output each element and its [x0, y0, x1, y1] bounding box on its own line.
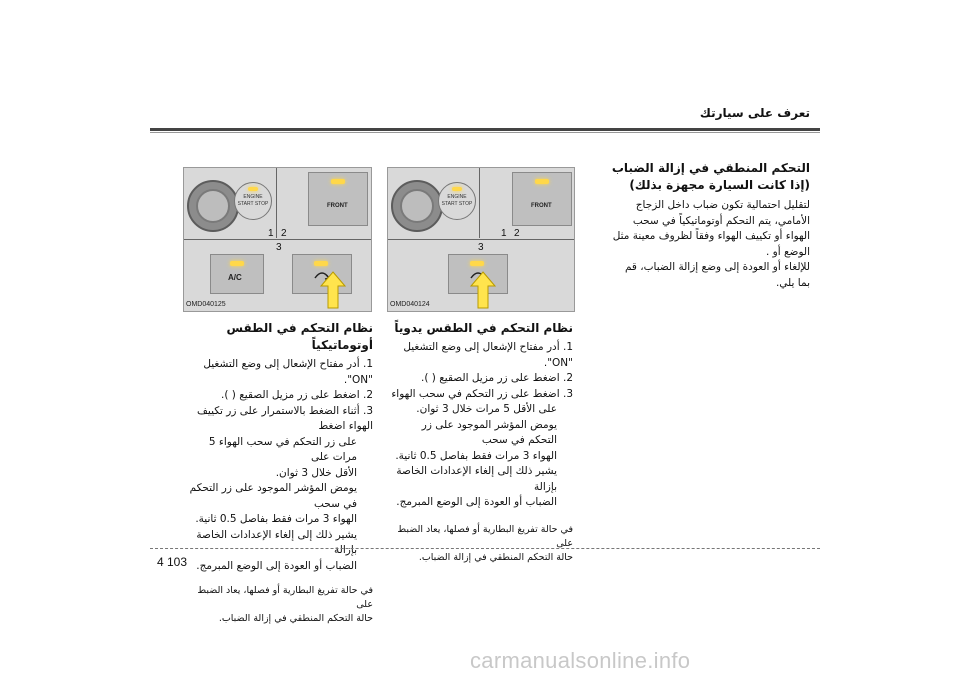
step-continuation: الهواء 3 مرات فقط بفاصل 0.5 ثانية.: [395, 449, 557, 462]
header-rule: [150, 128, 820, 131]
paragraph-line: الهواء أو تكييف الهواء وفقاً لظروف معينة مثل: [612, 230, 810, 242]
page-number: 4 103: [157, 555, 188, 569]
right-column: [550, 160, 810, 291]
front-label: FRONT: [327, 203, 348, 209]
step-continuation: يومض المؤشر الموجود على زر التحكم في سحب: [189, 482, 357, 510]
divider: [276, 168, 277, 238]
front-defrost-panel: [512, 172, 572, 226]
footer-rule: [150, 548, 820, 550]
front-defrost-panel: [308, 172, 368, 226]
step-continuation: الضباب أو العودة إلى الوضع المبرمج.: [196, 559, 357, 572]
paragraph-line: للإلغاء أو العودة إلى وضع إزالة الضباب، قم: [624, 261, 810, 273]
note-line: في حالة تفريغ البطارية أو فصلها، يعاد الضبط على: [397, 523, 573, 549]
step-continuation: الهواء 3 مرات فقط بفاصل 0.5 ثانية.: [195, 513, 357, 525]
front-label: FRONT: [531, 203, 552, 209]
figure-manual-control: [387, 167, 575, 312]
press-arrow-icon: [470, 271, 496, 309]
callout-2: 2: [514, 228, 520, 239]
press-arrow-icon: [320, 271, 346, 309]
divider: [479, 168, 480, 238]
section-title: نظام التحكم في الطقس أوتوماتيكياً: [226, 321, 373, 352]
ac-label: A/C: [228, 273, 242, 282]
step-item: 2. اضغط على زر مزيل الصقيع ( ).: [220, 389, 373, 401]
defrost-indicator-icon: [331, 179, 345, 184]
engine-start-label: ENGINE START STOP: [441, 194, 473, 207]
callout-3: 3: [276, 242, 282, 253]
step-continuation: يومض المؤشر الموجود على زر التحكم في سحب: [421, 418, 557, 446]
step-continuation: يشير ذلك إلى إلغاء الإعدادات الخاصة بإزالة: [196, 528, 357, 556]
step-continuation: على زر التحكم في سحب الهواء 5 مرات على: [208, 435, 357, 463]
defrost-indicator-icon: [535, 179, 549, 184]
divider-h: [184, 239, 371, 240]
paragraph-line: الوضع أو .: [765, 245, 810, 258]
recirculation-indicator-icon: [314, 261, 328, 266]
step-item: 1. أدر مفتاح الإشعال إلى وضع التشغيل "ON".: [403, 341, 573, 369]
note-line: في حالة تفريغ البطارية أو فصلها، يعاد الضبط على: [197, 585, 373, 610]
step-item: 3. اضغط على زر التحكم في سحب الهواء: [391, 387, 573, 400]
callout-2: 2: [281, 228, 287, 239]
step-continuation: الضباب أو العودة إلى الوضع المبرمج.: [396, 496, 557, 508]
figure-auto-control: [183, 167, 372, 312]
callout-3: 3: [478, 242, 484, 253]
paragraph-line: بما يلي.: [775, 276, 810, 289]
watermark-text: carmanualsonline.info: [470, 648, 691, 673]
start-indicator-icon: [248, 187, 258, 191]
ac-panel: [210, 254, 264, 294]
note-line: حالة التحكم المنطقي في إزالة الضباب.: [418, 551, 573, 563]
engine-start-button: [234, 182, 272, 220]
ac-indicator-icon: [230, 261, 244, 266]
figure-code: OMD040125: [186, 301, 226, 308]
callout-1: 1: [501, 228, 507, 239]
step-continuation: الأقل خلال 3 ثوان.: [275, 466, 357, 479]
section-subtitle: (إذا كانت السيارة مجهزة بذلك): [629, 178, 810, 192]
engine-start-label: ENGINE START STOP: [237, 194, 269, 207]
step-item: 3. أثناء الضغط بالاستمرار على زر تكييف الهواء اضغط: [197, 404, 373, 432]
paragraph-line: لتقليل احتمالية تكون ضباب داخل الزجاج: [635, 199, 810, 211]
step-item: 2. اضغط على زر مزيل الصقيع ( ).: [420, 372, 573, 384]
ignition-knob-inner: [400, 189, 434, 223]
page-header-title: تعرف على سيارتك: [699, 106, 810, 120]
ignition-knob-inner: [196, 189, 230, 223]
header-rule-thin: [150, 132, 820, 133]
step-continuation: يشير ذلك إلى إلغاء الإعدادات الخاصة بإزالة: [396, 465, 557, 493]
paragraph-line: الأمامي، يتم التحكم أوتوماتيكياً في سحب: [632, 214, 810, 227]
note-line: حالة التحكم المنطقي في إزالة الضباب.: [218, 613, 373, 624]
left-column: [183, 320, 373, 626]
step-continuation: على الأقل 5 مرات خلال 3 ثوان.: [416, 403, 557, 415]
figure-code: OMD040124: [390, 301, 430, 308]
step-item: 1. أدر مفتاح الإشعال إلى وضع التشغيل "ON".: [203, 358, 373, 386]
engine-start-button: [438, 182, 476, 220]
callout-1: 1: [268, 228, 274, 239]
recirculation-indicator-icon: [470, 261, 484, 266]
section-title: نظام التحكم في الطقس يدوياً: [394, 321, 573, 335]
start-indicator-icon: [452, 187, 462, 191]
section-title: التحكم المنطقي في إزالة الضباب: [611, 161, 810, 175]
divider-h: [388, 239, 574, 240]
middle-column: [390, 320, 573, 565]
